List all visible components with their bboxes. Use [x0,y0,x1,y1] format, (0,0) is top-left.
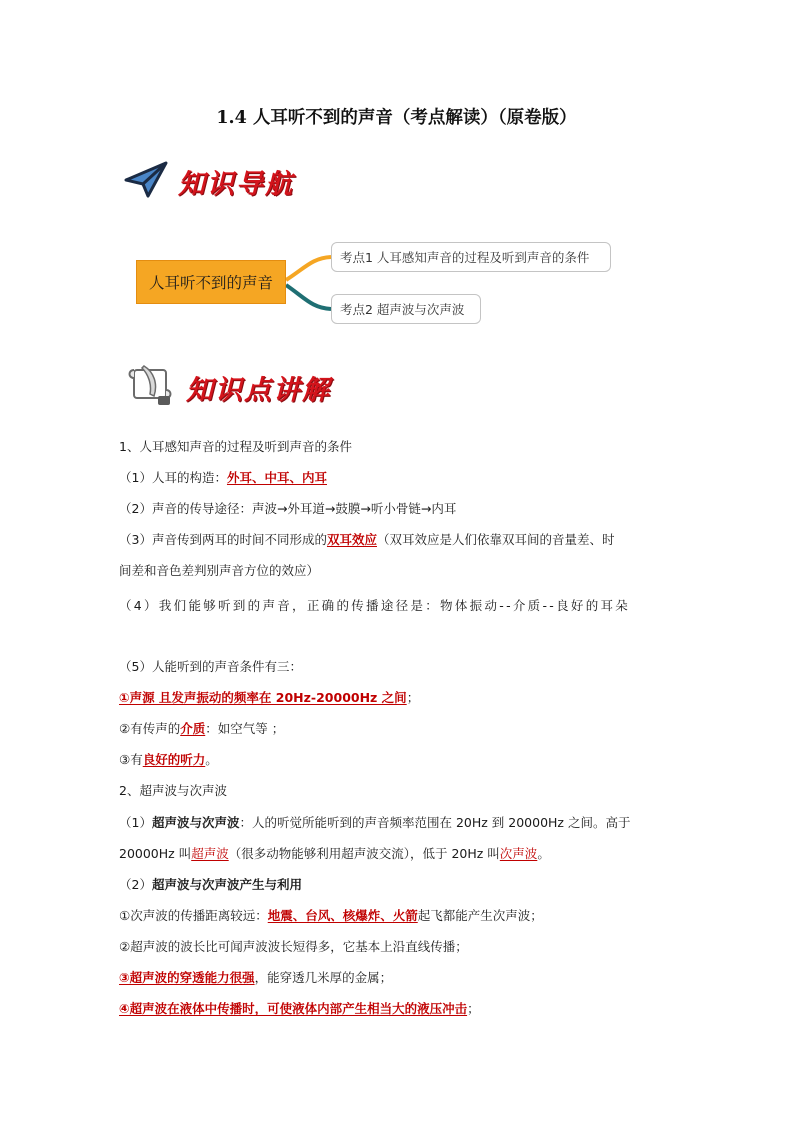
s1-p1-text: （1）人耳的构造： [119,470,227,485]
condition-2 [119,719,284,737]
s1-p3-text: （3）声音传到两耳的时间不同形成的 [119,532,327,547]
scroll-quill-icon [124,362,176,412]
item-1-highlight: 地震、台风、核爆炸、火箭 [267,908,418,923]
item-1-text: ①次声波的传播距离较远： [119,908,268,923]
s1-p4: （4）我们能够听到的声音，正确的传播途径是：物体振动--介质--良好的耳朵 [119,598,631,613]
item-3-post: ，能穿透几米厚的金属； [254,970,393,985]
s2-p1-cont-b: （很多动物能够利用超声波交流），低于 20Hz 叫 [228,846,500,861]
s1-p3-highlight: 双耳效应 [326,532,377,547]
mindmap-node-2: 考点2 超声波与次声波 [331,294,481,324]
s2-p1-cont-a: 20000Hz 叫 [119,846,192,861]
item-4 [119,999,480,1017]
knowledge-points-heading: 知识点讲解 [186,374,331,406]
ultrasonic-term: 超声波 [191,846,229,861]
infrasonic-term: 次声波 [499,846,538,861]
condition-3-post: 。 [205,752,218,767]
s1-p2: （2）声音的传导途径：声波→外耳道→鼓膜→听小骨链→内耳 [119,501,457,516]
mindmap-connectors [0,0,793,340]
s1-p5: （5）人能听到的声音条件有三： [119,659,302,674]
item-3 [119,968,392,986]
s1-title: 1、人耳感知声音的过程及听到声音的条件 [119,439,352,454]
item-1 [119,906,543,924]
item-2: ②超声波的波长比可闻声波波长短得多，它基本上沿直线传播； [119,939,468,954]
mindmap-root: 人耳听不到的声音 [136,260,286,304]
item-1-post: 起飞都能产生次声波； [417,908,543,923]
condition-3-highlight: 良好的听力 [142,752,206,767]
condition-1-highlight: ①声源 且发声振动的频率在 20Hz-20000Hz 之间 [119,690,407,705]
item-3-highlight: ③超声波的穿透能力很强 [119,970,255,985]
page-title: 1.4 人耳听不到的声音（考点解读）（原卷版） [216,108,577,128]
s2-p1-num: （1） [119,815,152,830]
condition-2-highlight: 介质 [180,721,206,736]
s1-p3 [119,530,615,548]
item-4-post: ； [467,1001,480,1016]
knowledge-nav-heading: 知识导航 [178,168,294,200]
s1-p3-cont: 间差和音色差判别声音方位的效应） [119,563,320,578]
condition-3-text: ③有 [119,752,143,767]
s1-p1-highlight: 外耳、中耳、内耳 [226,470,327,485]
s1-p1 [119,468,327,486]
s2-p2-bold: 超声波与次声波产生与利用 [151,877,302,892]
condition-3 [119,750,218,768]
s2-p1-text: ：人的听觉所能听到的声音频率范围在 20Hz 到 20000Hz 之间。高于 [239,815,631,830]
s2-p1-bold: 超声波与次声波 [151,815,240,830]
s2-p1-cont-c: 。 [537,846,550,861]
item-4-highlight: ④超声波在液体中传播时，可使液体内部产生相当大的液压冲击 [119,1001,468,1016]
s2-p2 [119,875,302,893]
s2-p1-cont [119,844,550,862]
condition-1 [119,688,419,706]
s2-p2-num: （2） [119,877,152,892]
s2-p1 [119,813,630,831]
s1-p3-note: （双耳效应是人们依靠双耳间的音量差、时 [376,532,615,547]
s2-title: 2、超声波与次声波 [119,783,227,798]
condition-2-post: ：如空气等 ； [205,721,285,736]
mindmap-node-1: 考点1 人耳感知声音的过程及听到声音的条件 [331,242,611,272]
condition-2-text: ②有传声的 [119,721,181,736]
knowledge-points-header [124,362,331,412]
condition-1-end: ； [406,690,420,705]
